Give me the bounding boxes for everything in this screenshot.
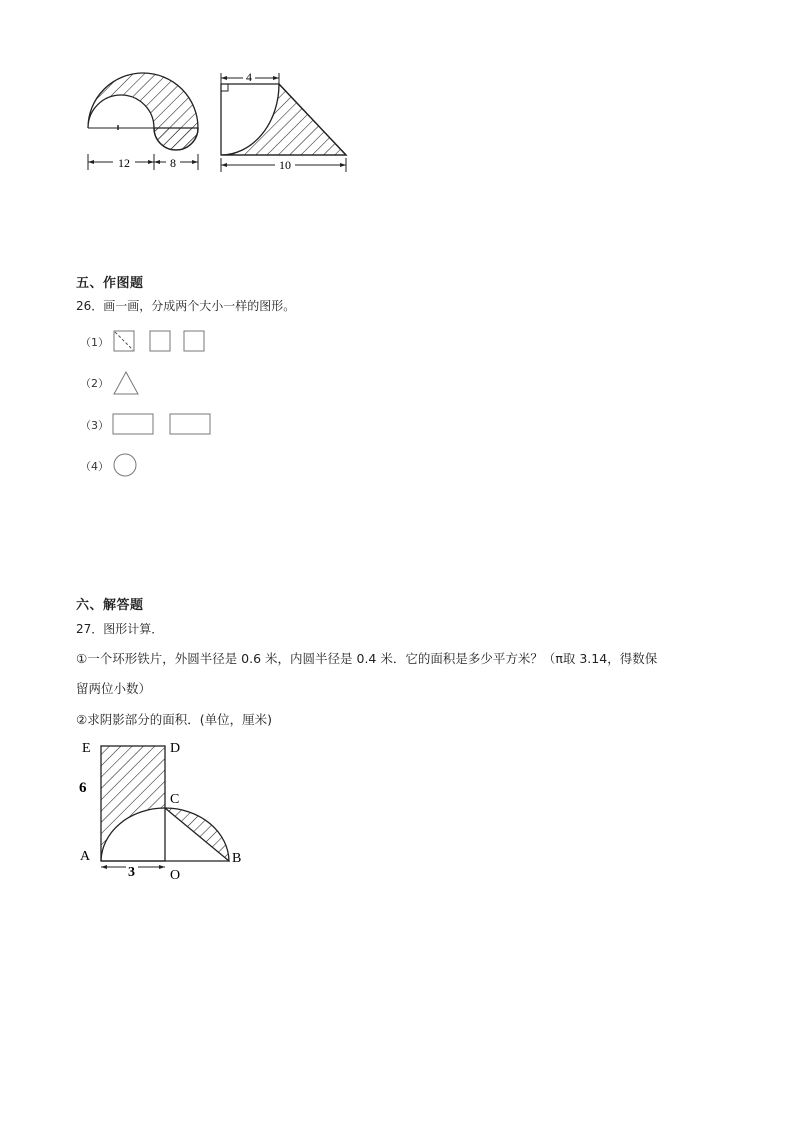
label-O: O bbox=[170, 868, 181, 882]
dim-8: 8 bbox=[170, 156, 176, 170]
top-figures bbox=[80, 70, 360, 180]
dim-10: 10 bbox=[279, 158, 291, 172]
item-2-triangle bbox=[112, 370, 140, 396]
section-5-heading: 五、作图题 bbox=[76, 276, 144, 291]
dim-4: 4 bbox=[246, 70, 252, 84]
item-4-label: （4） bbox=[80, 460, 109, 473]
part-1-line-1: ①一个环形铁片，外圆半径是 0.6 米，内圆半径是 0.4 米．它的面积是多少平方米？（π取 3.14，得数保 bbox=[76, 651, 658, 666]
item-4-circle bbox=[113, 453, 139, 479]
label-B: B bbox=[232, 851, 242, 866]
label-C: C bbox=[170, 792, 180, 807]
item-1-label: （1） bbox=[80, 336, 109, 349]
label-A: A bbox=[80, 849, 91, 864]
part-2: ②求阴影部分的面积．(单位，厘米) bbox=[76, 712, 272, 727]
item-3-rectangles bbox=[112, 413, 214, 437]
label-6: 6 bbox=[79, 780, 87, 796]
item-2-label: （2） bbox=[80, 377, 109, 390]
part-1-line-2: 留两位小数） bbox=[76, 681, 152, 696]
label-3: 3 bbox=[128, 865, 135, 880]
bottom-figure bbox=[74, 736, 254, 882]
section-6-heading: 六、解答题 bbox=[76, 598, 144, 613]
question-26: 26．画一画，分成两个大小一样的图形。 bbox=[76, 299, 296, 313]
item-1-squares bbox=[113, 330, 213, 354]
dim-12: 12 bbox=[118, 156, 130, 170]
item-3-label: （3） bbox=[80, 419, 109, 432]
right-shaded-figure bbox=[221, 70, 346, 172]
label-D: D bbox=[170, 741, 181, 756]
left-shaded-figure bbox=[88, 73, 198, 170]
label-E: E bbox=[82, 741, 91, 756]
question-27: 27．图形计算． bbox=[76, 622, 164, 636]
